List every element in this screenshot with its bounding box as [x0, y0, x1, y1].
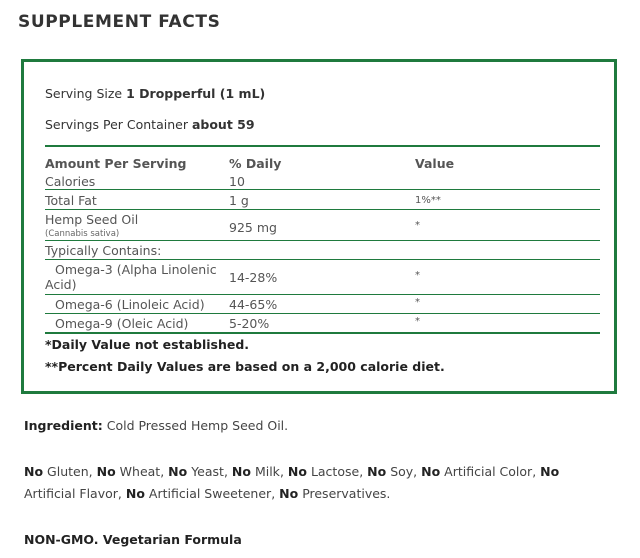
free-from-item: Soy — [390, 464, 414, 479]
row-name-cont: Acid) — [45, 277, 77, 292]
table-bottom-rule — [45, 332, 600, 334]
free-from-item: Artificial Sweetener — [148, 486, 272, 501]
no-label: No — [231, 464, 251, 479]
row-amount: 44-65% — [229, 297, 278, 312]
row-name: Omega-9 (Oleic Acid) — [55, 316, 189, 331]
free-from-item: Milk — [254, 464, 280, 479]
non-gmo-line: NON-GMO. Vegetarian Formula — [24, 532, 242, 547]
free-from-item: Yeast — [191, 464, 224, 479]
row-value: * — [415, 316, 420, 327]
percent-note: **Percent Daily Values are based on a 2,000 calorie diet. — [45, 359, 445, 374]
row-name: Hemp Seed Oil — [45, 212, 139, 227]
row-divider — [45, 189, 600, 190]
free-from-item: Lactose — [310, 464, 360, 479]
row-amount: 14-28% — [229, 270, 278, 285]
servings-per-container-label: Servings Per Container — [45, 117, 188, 132]
row-value: 1%** — [415, 195, 441, 206]
ingredient-text: Cold Pressed Hemp Seed Oil. — [106, 418, 289, 433]
no-label: No — [279, 486, 299, 501]
header-daily: % Daily — [229, 156, 282, 171]
no-label: No — [168, 464, 188, 479]
daily-value-note: *Daily Value not established. — [45, 337, 250, 352]
row-amount: 925 mg — [229, 220, 277, 235]
row-name: Omega-6 (Linoleic Acid) — [55, 297, 205, 312]
servings-per-container-value: about 59 — [191, 117, 255, 132]
serving-size-label: Serving Size — [45, 86, 123, 101]
row-divider — [45, 313, 600, 314]
no-label: No — [367, 464, 387, 479]
serving-size — [45, 86, 265, 101]
row-amount: 10 — [229, 174, 245, 189]
no-label: No — [540, 464, 560, 479]
row-name: Omega-3 (Alpha Linolenic — [55, 262, 217, 277]
row-amount: 5-20% — [229, 316, 270, 331]
row-subname: (Cannabis sativa) — [45, 229, 120, 239]
serving-size-value: 1 Dropperful (1 mL) — [126, 86, 266, 101]
no-label: No — [421, 464, 441, 479]
row-divider — [45, 240, 600, 241]
no-label: No — [96, 464, 116, 479]
row-value: * — [415, 297, 420, 308]
header-value: Value — [415, 156, 455, 171]
table-top-rule — [45, 145, 600, 147]
row-divider — [45, 209, 600, 210]
no-label: No — [287, 464, 307, 479]
free-from-item: Preservatives. — [302, 486, 391, 501]
row-value: * — [415, 270, 420, 281]
no-label: No — [125, 486, 145, 501]
free-from-item: Gluten — [47, 464, 89, 479]
row-divider — [45, 259, 600, 260]
row-divider — [45, 294, 600, 295]
row-name: Calories — [45, 174, 96, 189]
row-name: Total Fat — [45, 193, 97, 208]
servings-per-container — [45, 117, 255, 132]
row-name: Typically Contains: — [45, 243, 162, 258]
ingredient-line — [24, 415, 604, 437]
row-value: * — [415, 220, 420, 231]
no-label: No — [24, 464, 44, 479]
free-from-list: No Gluten, No Wheat, No Yeast, No Milk, No Lactose, No Soy, No Artificial Color, No Artificial Flavor, No Artificial Sweetener, No Preservatives. — [24, 464, 560, 501]
page-title: SUPPLEMENT FACTS — [18, 12, 221, 32]
free-from-item: Artificial Color — [444, 464, 533, 479]
row-amount: 1 g — [229, 193, 249, 208]
header-amount: Amount Per Serving — [45, 156, 187, 171]
supplement-facts-panel — [21, 59, 617, 394]
free-from-item: Artificial Flavor — [24, 486, 118, 501]
ingredient-label: Ingredient: — [24, 418, 103, 433]
free-from-item: Wheat — [119, 464, 161, 479]
